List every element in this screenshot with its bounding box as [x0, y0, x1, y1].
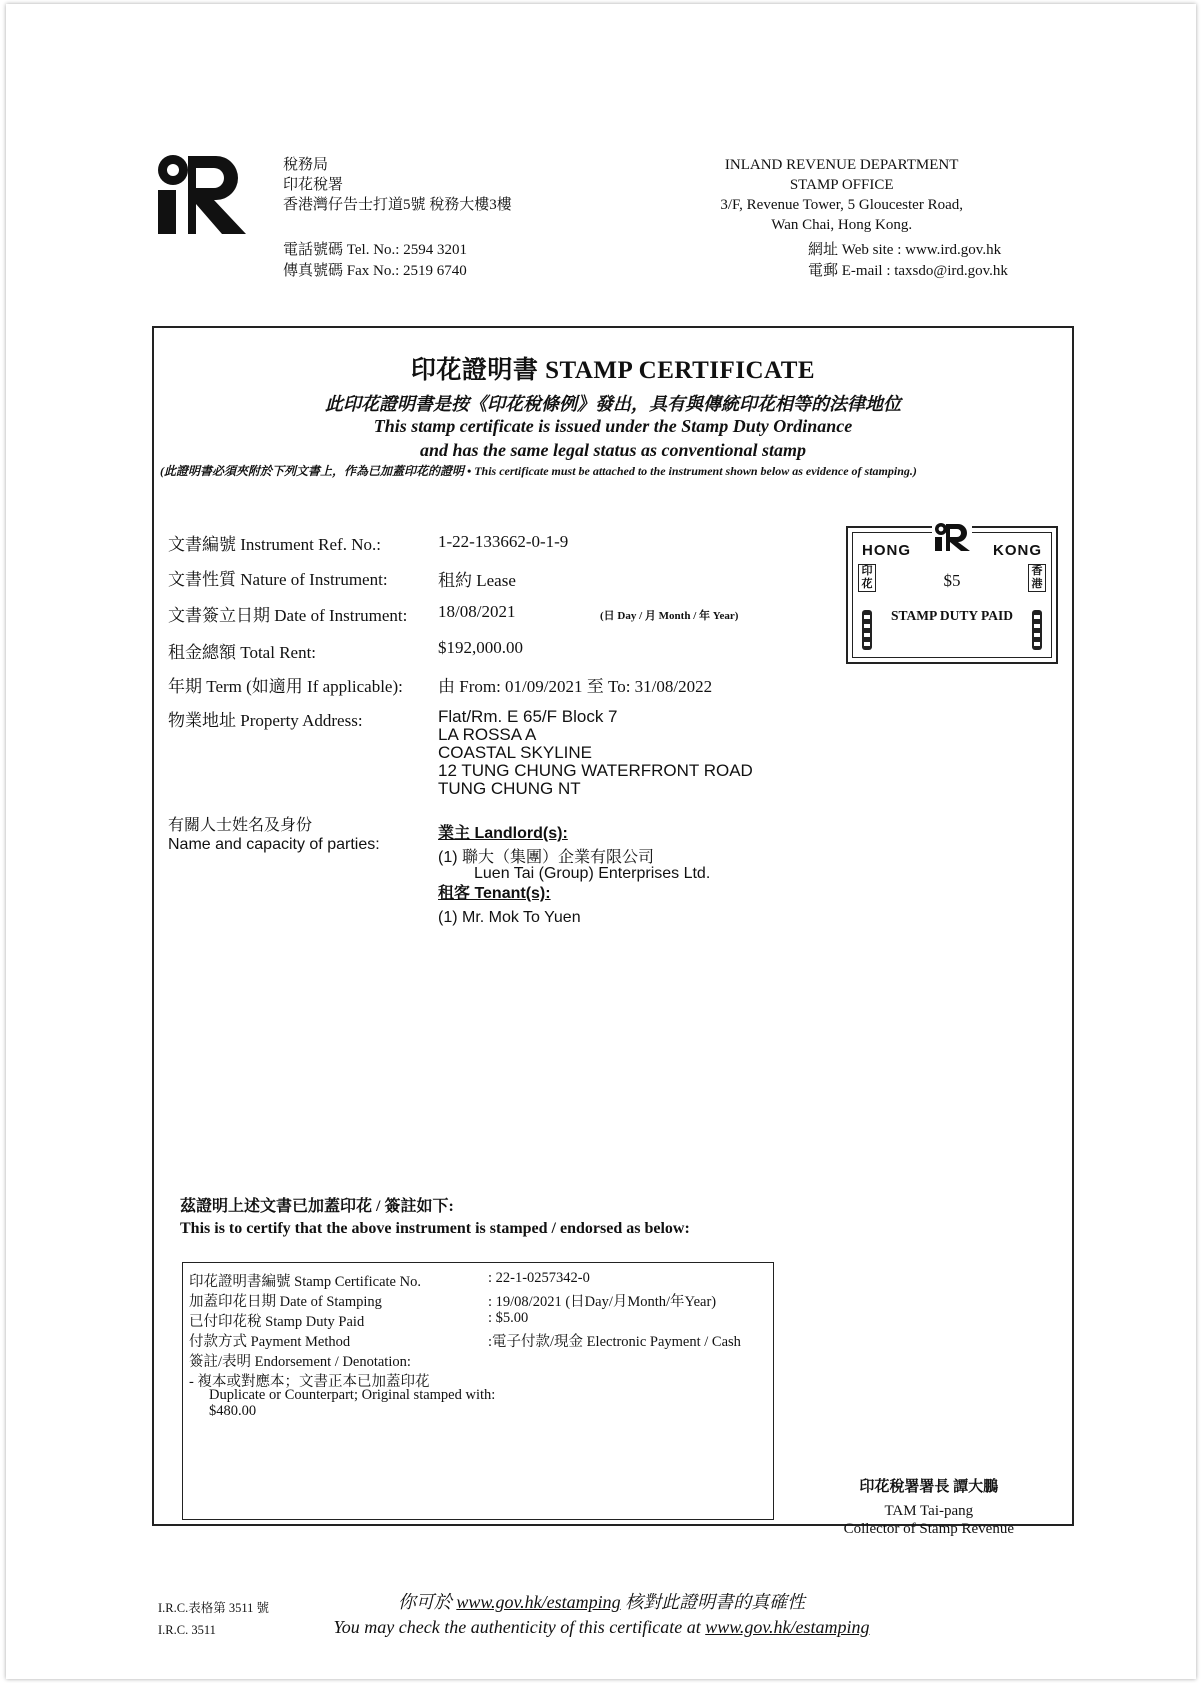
authenticity-zh-prefix: 你可於 [397, 1592, 457, 1612]
certificate-title: 印花證明書 STAMP CERTIFICATE [410, 357, 816, 384]
collector-title-zh: 印花稅署署長 譚大鵬 [859, 1479, 999, 1495]
header-city-en: Wan Chai, Hong Kong. [771, 217, 913, 233]
nature-label: 文書性質 Nature of Instrument: [168, 570, 388, 589]
date-label: 文書簽立日期 Date of Instrument: [168, 606, 408, 625]
header-left-address [283, 155, 512, 215]
certificate-subtitle-en-1: This stamp certificate is issued under the Stamp Duty Ordinance [373, 416, 853, 436]
endorsement-box [182, 1262, 774, 1520]
collector-signature [844, 1478, 1014, 1538]
landlord-1-en: Luen Tai (Group) Enterprises Ltd. [474, 865, 711, 882]
header-email: 電郵 E-mail : taxsdo@ird.gov.hk [808, 263, 1008, 279]
header-tel: 電話號碼 Tel. No.: 2594 3201 [283, 242, 467, 258]
header-web-contact [808, 240, 1008, 282]
stamp-right-seal: 香港 [1028, 564, 1046, 592]
payment-method-value: :電子付款/現金 Electronic Payment / Cash [488, 1334, 741, 1350]
address-label: 物業地址 Property Address: [168, 711, 363, 730]
denotation-item-en: Duplicate or Counterpart; Original stamped with: [209, 1387, 496, 1403]
ref-value: 1-22-133662-0-1-9 [438, 532, 569, 551]
property-address [438, 708, 753, 798]
form-number-en: I.R.C. 3511 [158, 1623, 216, 1637]
stamp-kong: KONG [993, 542, 1042, 559]
address-line: Flat/Rm. E 65/F Block 7 [438, 707, 618, 726]
certify-line-en: This is to certify that the above instrument is stamped / endorsed as below: [180, 1220, 690, 1237]
stamp-duty-paid-label: STAMP DUTY PAID [890, 608, 1013, 623]
address-line: COASTAL SKYLINE [438, 743, 592, 762]
estamping-link-en[interactable]: www.gov.hk/estamping [705, 1617, 870, 1637]
term-label: 年期 Term (如適用 If applicable): [168, 677, 403, 696]
stamp-date-label: 加蓋印花日期 Date of Stamping [189, 1294, 382, 1310]
term-value: 由 From: 01/09/2021 至 To: 31/08/2022 [438, 677, 713, 696]
parties [438, 824, 710, 928]
rent-value: $192,000.00 [438, 638, 523, 657]
landlord-heading: 業主 Landlord(s): [438, 825, 568, 842]
header-right-address [720, 155, 963, 235]
authenticity-line-zh [0, 1590, 1203, 1615]
address-line: 12 TUNG CHUNG WATERFRONT ROAD [438, 761, 753, 780]
header-street-en: 3/F, Revenue Tower, 5 Gloucester Road, [720, 197, 963, 213]
denotation-item-amount: $480.00 [209, 1403, 257, 1419]
header-fax: 傳真號碼 Fax No.: 2519 6740 [283, 263, 467, 279]
form-number-zh: I.R.C.表格第 3511 號 [158, 1601, 269, 1615]
ird-logo [152, 152, 252, 238]
header-office-en: STAMP OFFICE [789, 177, 894, 193]
parties-label-zh: 有關人士姓名及身份 [168, 817, 313, 834]
payment-method-label: 付款方式 Payment Method [189, 1334, 351, 1350]
estamping-link-zh[interactable]: www.gov.hk/estamping [456, 1592, 621, 1612]
collector-name: TAM Tai-pang [884, 1503, 974, 1519]
stamp-amount: $5 [943, 571, 961, 590]
denotation-label: 簽註/表明 Endorsement / Denotation: [189, 1354, 411, 1370]
authenticity-en-prefix: You may check the authenticity of this certificate at [333, 1617, 706, 1637]
header-dept-en: INLAND REVENUE DEPARTMENT [724, 157, 959, 173]
parties-label-en: Name and capacity of parties: [168, 836, 380, 853]
tenant-heading: 租客 Tenant(s): [438, 885, 551, 902]
rent-label: 租金總額 Total Rent: [168, 643, 317, 662]
stamp-left-ornament [860, 610, 874, 650]
stamp-right-ornament [1030, 610, 1044, 650]
ref-label: 文書編號 Instrument Ref. No.: [168, 535, 381, 554]
address-line: LA ROSSA A [438, 725, 537, 744]
collector-title-en: Collector of Stamp Revenue [843, 1521, 1014, 1537]
parties-label [168, 816, 380, 854]
authenticity-line-en [0, 1615, 1203, 1640]
certificate-subtitle-en-2: and has the same legal status as conventional stamp [419, 440, 807, 460]
landlord-1-zh: (1) 聯大（集團）企業有限公司 [438, 849, 655, 866]
certificate-attach-note: (此證明書必須夾附於下列文書上，作為已加蓋印花的證明 • This certificate must be attached to the instrument shown below as evidence of stamping.) [160, 464, 917, 478]
duty-paid-label: 已付印花稅 Stamp Duty Paid [189, 1314, 365, 1330]
header-address-zh: 香港灣仔告士打道5號 稅務大樓3樓 [283, 197, 512, 213]
date-value: 18/08/2021 [438, 602, 516, 621]
stamp-hong: HONG [862, 542, 911, 559]
cert-no-value: : 22-1-0257342-0 [488, 1270, 590, 1286]
certify-line-zh: 茲證明上述文書已加蓋印花 / 簽註如下: [180, 1198, 454, 1215]
address-line: TUNG CHUNG NT [438, 779, 581, 798]
cert-no-label: 印花證明書編號 Stamp Certificate No. [189, 1274, 421, 1290]
stamp-left-seal: 印花 [858, 564, 876, 592]
authenticity-note [0, 1590, 1203, 1640]
duty-paid-value: : $5.00 [488, 1310, 529, 1326]
certificate-subtitle-zh: 此印花證明書是按《印花稅條例》發出，具有與傳統印花相等的法律地位 [325, 394, 901, 414]
header-web: 網址 Web site : www.ird.gov.hk [808, 242, 1002, 258]
header-dept-zh: 稅務局 [283, 157, 329, 173]
date-format: (日 Day / 月 Month / 年 Year) [600, 610, 739, 622]
certificate-box [152, 326, 1074, 1537]
stamp-duty-paid-stamp [846, 526, 1058, 664]
tenant-1: (1) Mr. Mok To Yuen [438, 909, 581, 926]
stamp-ird-logo [932, 522, 972, 552]
nature-value: 租約 Lease [438, 571, 516, 590]
authenticity-zh-suffix: 核對此證明書的真確性 [620, 1592, 806, 1612]
certify-statement [180, 1196, 690, 1240]
stamp-date-value: : 19/08/2021 (日Day/月Month/年Year) [488, 1294, 717, 1310]
header-contact [283, 240, 467, 282]
header-office-zh: 印花稅署 [283, 177, 344, 193]
denotation-item-zh: - 複本或對應本；文書正本已加蓋印花 [189, 1374, 430, 1390]
